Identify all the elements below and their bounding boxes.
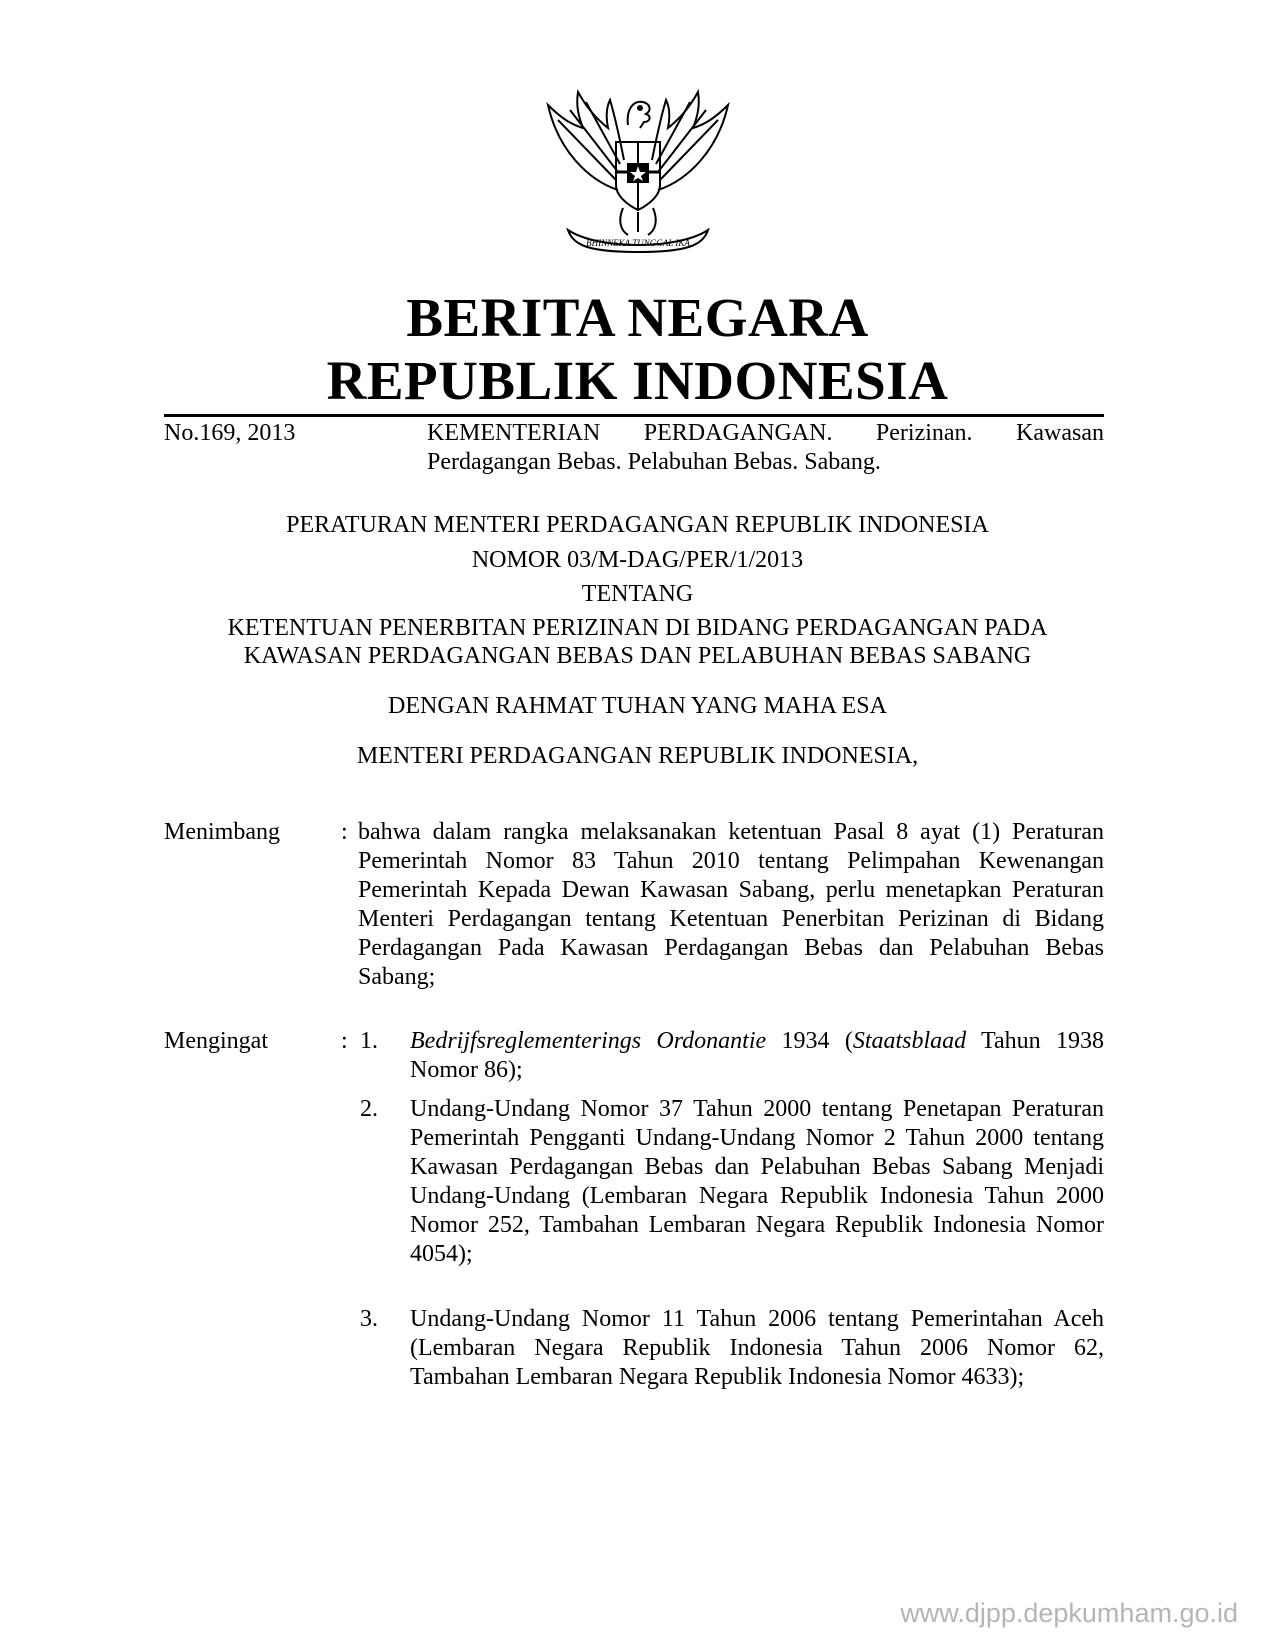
regulation-subject-line-2: KAWASAN PERDAGANGAN BEBAS DAN PELABUHAN BEBAS SABANG (243, 643, 1032, 669)
watermark-url: www.djpp.depkumham.go.id (900, 1598, 1238, 1628)
mengingat-item-3-number: 3. (360, 1306, 378, 1332)
mengingat-item-1-rest: Tahun 1938 Nomor 86); (410, 1028, 1105, 1083)
emblem-motto: BHINNEKA TUNGGAL IKA (586, 238, 690, 248)
mengingat-item-2-number: 2. (360, 1096, 378, 1122)
garuda-emblem (528, 80, 748, 265)
mengingat-label: Mengingat (164, 1028, 268, 1054)
mengingat-colon: : (341, 1028, 348, 1054)
mengingat-item-2: Undang-Undang Nomor 37 Tahun 2000 tentang Penetapan Peraturan Pemerintah Pengganti Undang-Undang Nomor 2 Tahun 2000 tentang Kawasan Perdagangan Bebas dan Pelabuhan Bebas Sabang Menjadi Undang-Undang (Lembaran Negara Republik Indonesia Tahun 2000 Nomor 252, Tambahan Lembaran Negara Republik Indonesia Nomor 4054); (410, 1096, 1104, 1267)
regulation-title: PERATURAN MENTERI PERDAGANGAN REPUBLIK INDONESIA (286, 512, 989, 538)
issue-number: No.169, 2013 (164, 420, 296, 446)
masthead-rule (164, 414, 1104, 417)
masthead-line-1: BERITA NEGARA (406, 287, 869, 348)
authority: MENTERI PERDAGANGAN REPUBLIK INDONESIA, (356, 743, 919, 769)
mengingat-item-1-number: 1. (360, 1028, 378, 1054)
menimbang-label: Menimbang (164, 819, 280, 845)
mengingat-item-1 (410, 1027, 1104, 1085)
menimbang-colon: : (341, 819, 348, 845)
mengingat-item-1-italic-1: Bedrijfsreglementerings Ordonantie (410, 1028, 767, 1054)
invocation: DENGAN RAHMAT TUHAN YANG MAHA ESA (388, 693, 887, 719)
regulation-about: TENTANG (581, 581, 694, 607)
menimbang-text: bahwa dalam rangka melaksanakan ketentuan Pasal 8 ayat (1) Peraturan Pemerintah Nomor 83 Tahun 2010 tentang Pelimpahan Kewenangan Pemerintah Kepada Dewan Kawasan Sabang, perlu menetapkan Peraturan Menteri Perdagangan tentang Ketentuan Penerbitan Perizinan di Bidang Perdagangan Pada Kawasan Perdagangan Bebas dan Pelabuhan Bebas Sabang; (358, 819, 1104, 990)
regulation-subject-line-1: KETENTUAN PENERBITAN PERIZINAN DI BIDANG PERDAGANGAN PADA (227, 615, 1048, 641)
mengingat-item-3: Undang-Undang Nomor 11 Tahun 2006 tentang Pemerintahan Aceh (Lembaran Negara Republik Indonesia Tahun 2006 Nomor 62, Tambahan Lembaran Negara Republik Indonesia Nomor 4633); (410, 1306, 1104, 1390)
mengingat-item-1-mid: 1934 ( (766, 1028, 853, 1054)
mengingat-item-1-italic-2: Staatsblaad (852, 1028, 967, 1054)
masthead-line-2: REPUBLIK INDONESIA (326, 350, 949, 411)
regulation-number: NOMOR 03/M-DAG/PER/1/2013 (471, 547, 804, 573)
issue-description: KEMENTERIAN PERDAGANGAN. Perizinan. Kawasan Perdagangan Bebas. Pelabuhan Bebas. Sabang. (427, 420, 1104, 475)
